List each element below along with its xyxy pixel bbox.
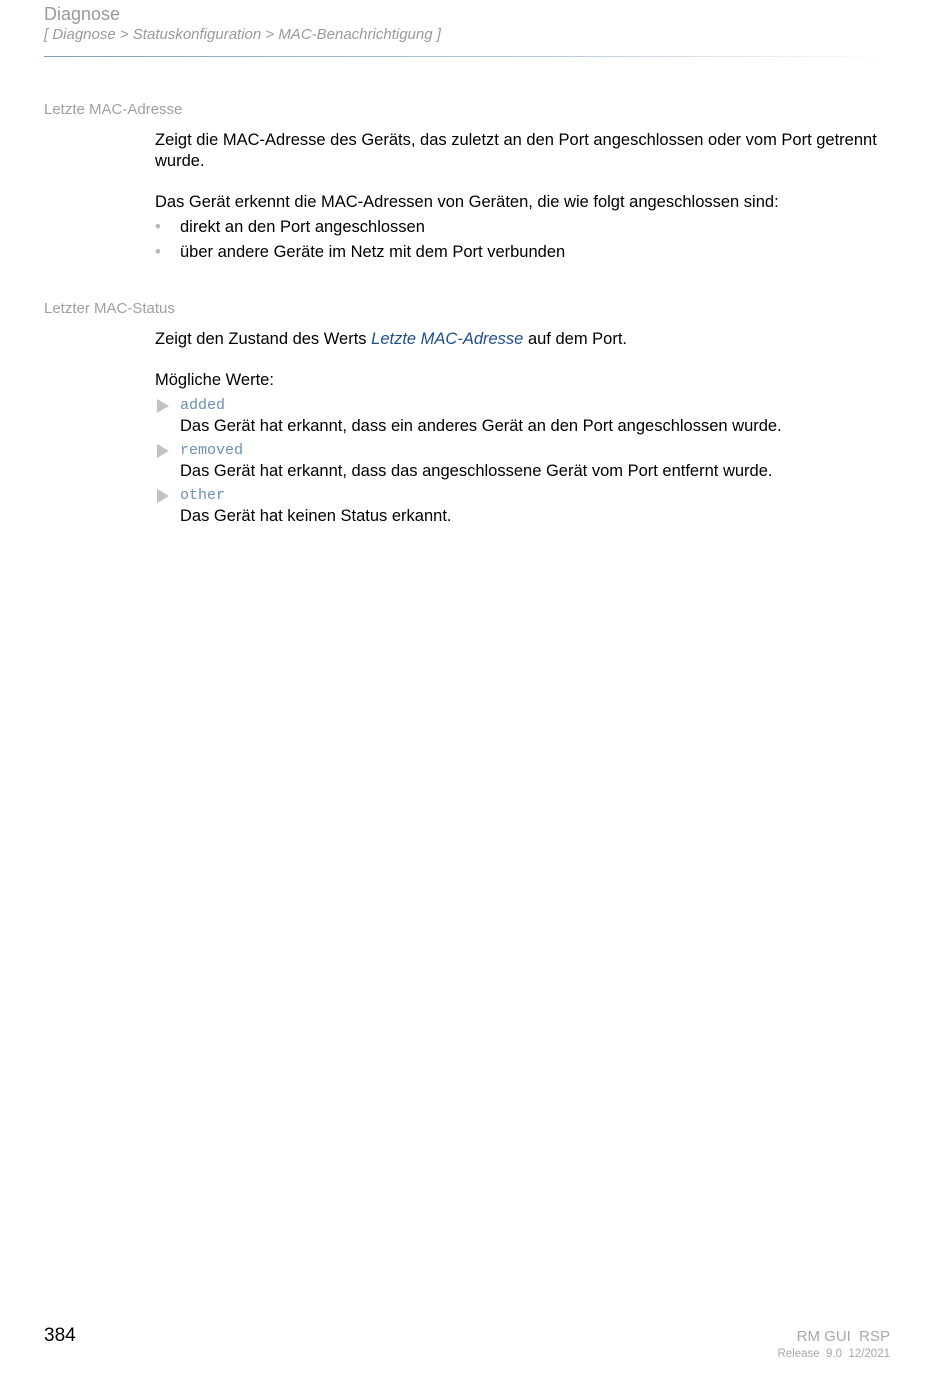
value-code: removed <box>180 442 244 459</box>
value-code: other <box>180 487 226 504</box>
list-item-text: über andere Geräte im Netz mit dem Port verbunden <box>180 243 566 261</box>
value-description: Das Gerät hat keinen Status erkannt. <box>180 507 452 525</box>
possible-values-heading: Mögliche Werte: <box>155 371 274 389</box>
chapter-title: Diagnose <box>44 4 121 24</box>
section-label-last-status: Letzter MAC-Status <box>44 300 175 317</box>
last-mac-description: Zeigt die MAC-Adresse des Geräts, das zuletzt an den Port angeschlossen oder vom Port getrennt wurde. <box>155 131 877 170</box>
page-header <box>44 3 890 45</box>
value-item-removed <box>155 441 895 482</box>
list-item <box>155 217 895 238</box>
breadcrumb: [ Diagnose > Statuskonfiguration > MAC-Benachrichtigung ] <box>44 26 441 43</box>
last-status-description <box>155 329 895 350</box>
section-body-last-mac <box>155 130 895 263</box>
bullet-icon: • <box>155 243 161 261</box>
product-name: RM GUI RSP <box>796 1328 890 1345</box>
list-item-text: direkt an den Port angeschlossen <box>180 218 425 236</box>
value-code: added <box>180 397 226 414</box>
release-info: Release 9.0 12/2021 <box>777 1348 890 1360</box>
footer-info <box>777 1328 890 1362</box>
section-label-last-mac: Letzte MAC-Adresse <box>44 101 183 118</box>
connection-list <box>155 217 895 263</box>
last-mac-intro: Das Gerät erkennt die MAC-Adressen von Geräten, die wie folgt angeschlossen sind: <box>155 193 779 211</box>
triangle-right-icon <box>157 444 169 458</box>
page-number: 384 <box>44 1325 76 1346</box>
description-prefix: Zeigt den Zustand des Werts <box>155 330 372 348</box>
bullet-icon: • <box>155 218 161 236</box>
value-description: Das Gerät hat erkannt, dass das angeschlossene Gerät vom Port entfernt wurde. <box>180 462 773 480</box>
triangle-right-icon <box>157 489 169 503</box>
value-item-other <box>155 486 895 527</box>
description-suffix: auf dem Port. <box>523 330 628 348</box>
header-divider <box>44 56 890 57</box>
section-body-last-status <box>155 329 895 531</box>
value-item-added <box>155 396 895 437</box>
value-description: Das Gerät hat erkannt, dass ein anderes Gerät an den Port angeschlossen wurde. <box>180 417 782 435</box>
triangle-right-icon <box>157 399 169 413</box>
list-item <box>155 242 895 263</box>
cross-reference-link[interactable]: Letzte MAC-Adresse <box>371 330 524 348</box>
